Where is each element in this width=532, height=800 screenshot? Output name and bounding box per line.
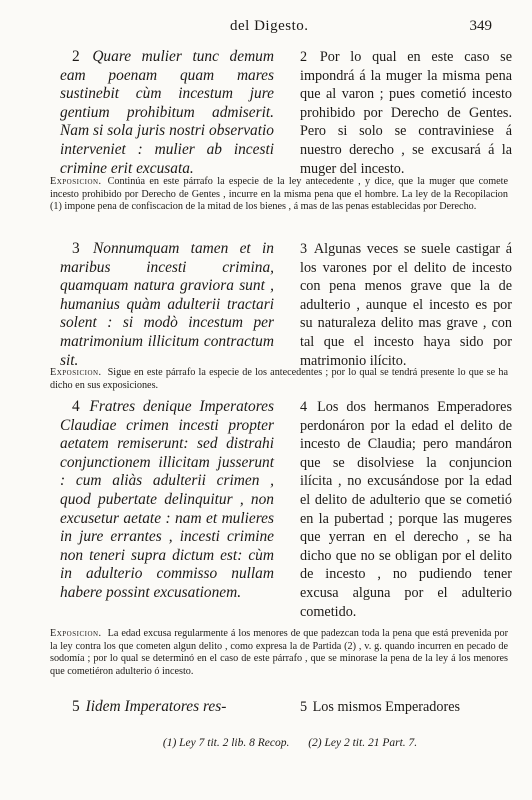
latin-paragraph [60,48,274,178]
latin-paragraph-number: 5 [72,698,80,715]
exposicion-text: Continúa en este párrafo la especie de la ley antecedente , y dice, que la muger que comete incesto prohibido por Derecho de Gentes , incurre en la misma pena que el hombre. La ley de la Recopilacion (1) impone pena de confiscacion de la mitad de los bienes , á mas de las penas establecidas por Derecho. [50,176,508,213]
latin-text: Nonnumquam tamen et in maribus incesti crimina, quamquam natura graviora sunt , humanius quàm adulterii tractari solent : si modò incestum per matrimonium illicitum contractum sit. [60,240,274,369]
latin-paragraph [60,698,274,717]
spanish-text: Los dos hermanos Emperadores perdonáron por la edad el delito de incesto de Claudia; pero mandáron que se disolviese la conjuncion ilícita , no excusándose por la edad el delito de adulterio que se cometió en la pubertad ; porque las mugeres que yerran en el derecho , se ha dicho que no se obligan por el delito de incesto , no pudiendo tener excusa alguna por el adulterio cometido. [300,399,512,620]
spanish-text: Algunas veces se suele castigar á los varones por el delito de incesto con pena menos grave que la de adulterio , aunque el incesto es por su naturaleza delito mas grave , con tal que el incesto haya sido por matrimonio ilícito. [300,241,512,369]
latin-text: Fratres denique Imperatores Claudiae crimen incesti propter aetatem remiserunt: sed distrahi conjunctionem illicitam jusserunt : cum aliàs adulterii crimen , quod pubertate delinquitur , non excusetur aetate : nam et mulieres in jure errantes , incesti crimine non teneri supra dictum est: cùm in adulterio commisso nullam habere possint excusationem. [60,398,274,601]
spanish-paragraph [300,398,512,621]
spanish-paragraph-number: 4 [300,399,308,415]
spanish-paragraph-number: 3 [300,241,308,257]
exposicion-note [50,628,508,678]
footnote-1: (1) Ley 7 tit. 2 lib. 8 Recop. [162,737,290,749]
spanish-text: Por lo qual en este caso se impondrá á la muger la misma pena que al varon ; pues cometió incesto prohibido por Derecho de Gentes. Pero si solo se contraviniese á nuestro derecho , se excusará á la muger del incesto. [300,49,512,177]
spanish-paragraph-number: 5 [300,699,308,715]
exposicion-text: La edad excusa regularmente á los menores de que padezcan toda la pena que está prevenida por la ley contra los que cometen algun delito , como expresa la de Partida (2) , v. g. quando incurren en pecado de sodomía ; por lo qual se determinó en el caso de este párrafo , que se minorase la pena de la ley á los menores que cometiéron adulterio ó incesto. [50,628,508,677]
exposicion-label: Exposicion. [50,367,102,378]
exposicion-note [50,367,508,392]
exposicion-label: Exposicion. [50,176,102,187]
latin-paragraph-number: 4 [72,398,80,415]
latin-paragraph [60,398,274,603]
exposicion-label: Exposicion. [50,628,102,639]
spanish-paragraph [300,48,512,178]
running-head [60,18,492,38]
running-title: del Digesto. [230,18,309,34]
latin-text: Iidem Imperatores res- [85,698,227,715]
latin-paragraph [60,240,274,370]
footnote-2: (2) Ley 2 tit. 21 Part. 7. [308,737,418,749]
latin-text: Quare mulier tunc demum eam poenam quam mares sustinebit cùm incestum jure gentium prohibitum admiserit. Nam si sola juris nostri observatio interveniet : mulier ab incesti crimine erit excusata. [60,48,274,177]
latin-paragraph-number: 2 [72,48,80,65]
spanish-paragraph [300,698,512,717]
spanish-paragraph [300,240,512,370]
footnotes [120,737,460,749]
exposicion-text: Sigue en este párrafo la especie de los antecedentes ; por lo qual se tendrá presente lo que se ha dicho en sus exposiciones. [50,367,508,391]
latin-paragraph-number: 3 [72,240,80,257]
spanish-paragraph-number: 2 [300,49,308,65]
exposicion-note [50,176,508,214]
spanish-text: Los mismos Emperadores [312,699,461,715]
page-number: 349 [469,18,492,34]
